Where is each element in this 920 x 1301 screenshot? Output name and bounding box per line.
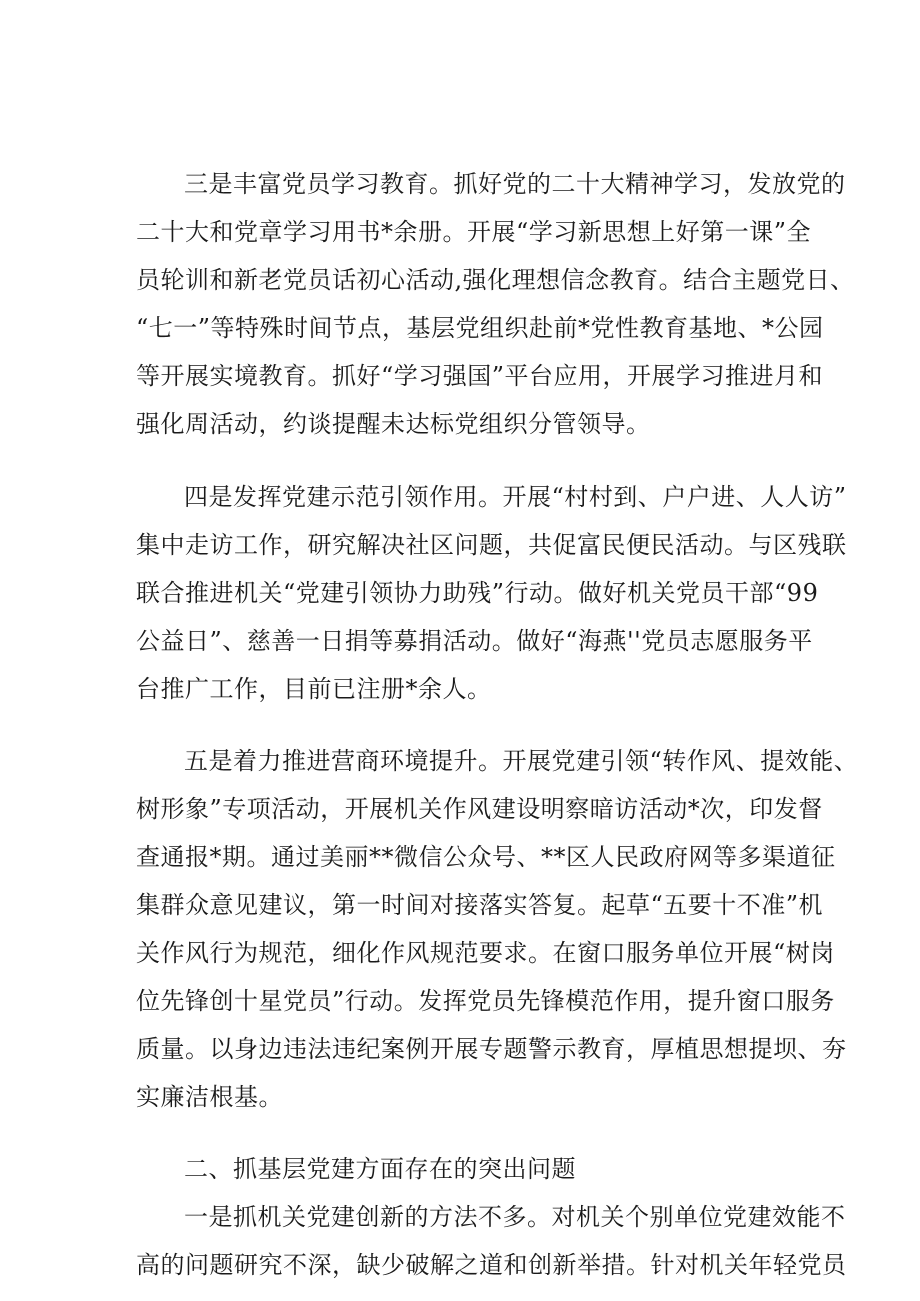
paragraph-line: 四是发挥党建示范引领作用。开展“村村到、户户进、人人访” xyxy=(184,483,847,511)
paragraph-line: 一是抓机关党建创新的方法不多。对机关个别单位党建效能不 xyxy=(184,1203,846,1231)
paragraph-line: 台推广工作，目前已注册*余人。 xyxy=(136,675,492,703)
paragraph-line: 五是着力推进营商环境提升。开展党建引领“转作风、提效能、 xyxy=(184,747,859,775)
paragraph-line: 等开展实境教育。抓好“学习强国”平台应用，开展学习推进月和 xyxy=(136,362,824,390)
paragraph-line: “七一”等特殊时间节点，基层党组织赴前*党性教育基地、*公园 xyxy=(136,314,824,342)
paragraph-line: 二十大和党章学习用书*余册。开展“学习新思想上好第一课”全 xyxy=(136,218,812,246)
paragraph-line: 位先锋创十星党员”行动。发挥党员先锋模范作用，提升窗口服务 xyxy=(136,987,835,1015)
paragraph-line: 树形象”专项活动，开展机关作风建设明察暗访活动*次，印发督 xyxy=(136,795,823,823)
paragraph-line: 集中走访工作，研究解决社区问题，共促富民便民活动。与区残联 xyxy=(136,531,847,559)
paragraph-line: 三是丰富党员学习教育。抓好党的二十大精神学习，发放党的 xyxy=(184,170,846,198)
paragraph-line: 关作风行为规范，细化作风规范要求。在窗口服务单位开展“树岗 xyxy=(136,939,835,967)
paragraph-line: 员轮训和新老党员话初心活动,强化理想信念教育。结合主题党日、 xyxy=(136,266,855,294)
paragraph-line: 公益日”、慈善一日捐等募捐活动。做好“海燕''党员志愿服务平 xyxy=(136,627,813,655)
paragraph-line: 实廉洁根基。 xyxy=(136,1083,283,1111)
paragraph-line: 集群众意见建议，第一时间对接落实答复。起草“五要十不准”机 xyxy=(136,891,824,919)
section-heading: 二、抓基层党建方面存在的突出问题 xyxy=(184,1155,576,1183)
paragraph-line: 联合推进机关“党建引领协力助残”行动。做好机关党员干部“99 xyxy=(136,579,819,607)
paragraph-line: 质量。以身边违法违纪案例开展专题警示教育，厚植思想提坝、夯 xyxy=(136,1035,847,1063)
paragraph-line: 高的问题研究不深，缺少破解之道和创新举措。针对机关年轻党员 xyxy=(136,1251,847,1279)
paragraph-line: 强化周活动，约谈提醒未达标党组织分管领导。 xyxy=(136,410,651,438)
paragraph-line: 查通报*期。通过美丽**微信公众号、**区人民政府网等多渠道征 xyxy=(136,843,836,871)
